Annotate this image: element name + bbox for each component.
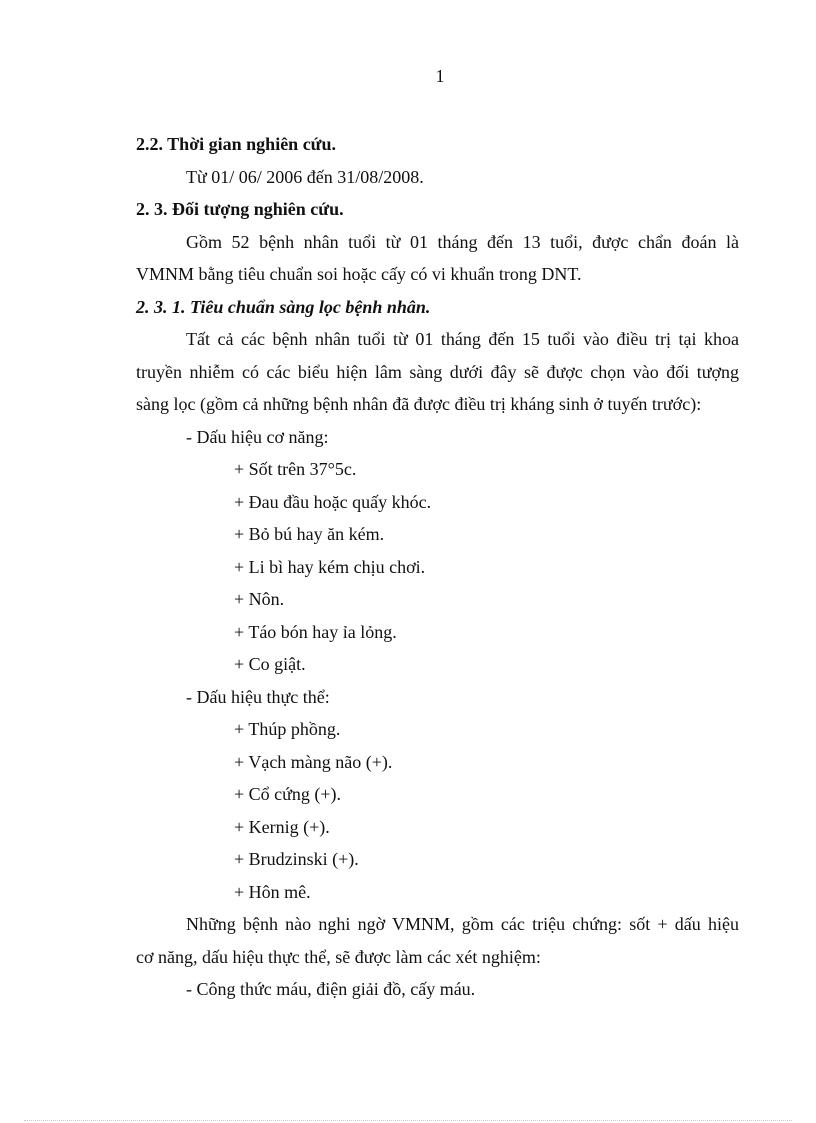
page-number: 1 bbox=[435, 66, 445, 86]
functional-signs-label: - Dấu hiệu cơ năng: bbox=[186, 426, 329, 447]
list-item: + Cổ cứng (+). bbox=[234, 784, 342, 804]
screening-paragraph-line-3: sàng lọc (gồm cả những bệnh nhân đã được điều trị kháng sinh ở tuyến trước): bbox=[136, 394, 702, 414]
subjects-paragraph-line-1: Gồm 52 bệnh nhân tuổi từ 01 tháng đến 13 tuổi, được chẩn đoán là bbox=[186, 231, 739, 252]
document-body bbox=[136, 130, 739, 1008]
list-item: + Brudzinski (+). bbox=[234, 849, 359, 869]
section-heading-2-3-1: 2. 3. 1. Tiêu chuẩn sàng lọc bệnh nhân. bbox=[136, 296, 431, 317]
section-heading-2-3: 2. 3. Đối tượng nghiên cứu. bbox=[136, 199, 344, 219]
list-item: + Hôn mê. bbox=[234, 881, 311, 902]
list-item: + Nôn. bbox=[234, 589, 285, 609]
list-item: + Kernig (+). bbox=[234, 816, 330, 837]
screening-paragraph-line-2: truyền nhiễm có các biểu hiện lâm sàng dưới đây sẽ được chọn vào đối tượng bbox=[136, 361, 739, 382]
tests-list-item: - Công thức máu, điện giải đồ, cấy máu. bbox=[186, 979, 476, 999]
list-item: + Sốt trên 37°5c. bbox=[234, 459, 357, 479]
list-item: + Thúp phồng. bbox=[234, 719, 341, 739]
list-item: + Táo bón hay ỉa lỏng. bbox=[234, 621, 397, 642]
list-item: + Li bì hay kém chịu chơi. bbox=[234, 556, 426, 577]
study-period-text: Từ 01/ 06/ 2006 đến 31/08/2008. bbox=[186, 166, 424, 187]
physical-signs-label: - Dấu hiệu thực thể: bbox=[186, 686, 330, 707]
closing-paragraph-line-2: cơ năng, dấu hiệu thực thể, sẽ được làm các xét nghiệm: bbox=[136, 946, 541, 967]
list-item: + Đau đầu hoặc quấy khóc. bbox=[234, 491, 432, 512]
page-bottom-divider bbox=[24, 1120, 792, 1121]
list-item: + Bỏ bú hay ăn kém. bbox=[234, 524, 385, 544]
list-item: + Vạch màng não (+). bbox=[234, 751, 393, 772]
section-heading-2-2: 2.2. Thời gian nghiên cứu. bbox=[136, 134, 336, 154]
screening-paragraph-line-1: Tất cả các bệnh nhân tuổi từ 01 tháng đến 15 tuổi vào điều trị tại khoa bbox=[186, 329, 739, 349]
closing-paragraph-line-1: Những bệnh nào nghi ngờ VMNM, gồm các triệu chứng: sốt + dấu hiệu bbox=[186, 914, 739, 934]
list-item: + Co giật. bbox=[234, 654, 306, 674]
subjects-paragraph-line-2: VMNM bằng tiêu chuẩn soi hoặc cấy có vi khuẩn trong DNT. bbox=[136, 264, 582, 284]
